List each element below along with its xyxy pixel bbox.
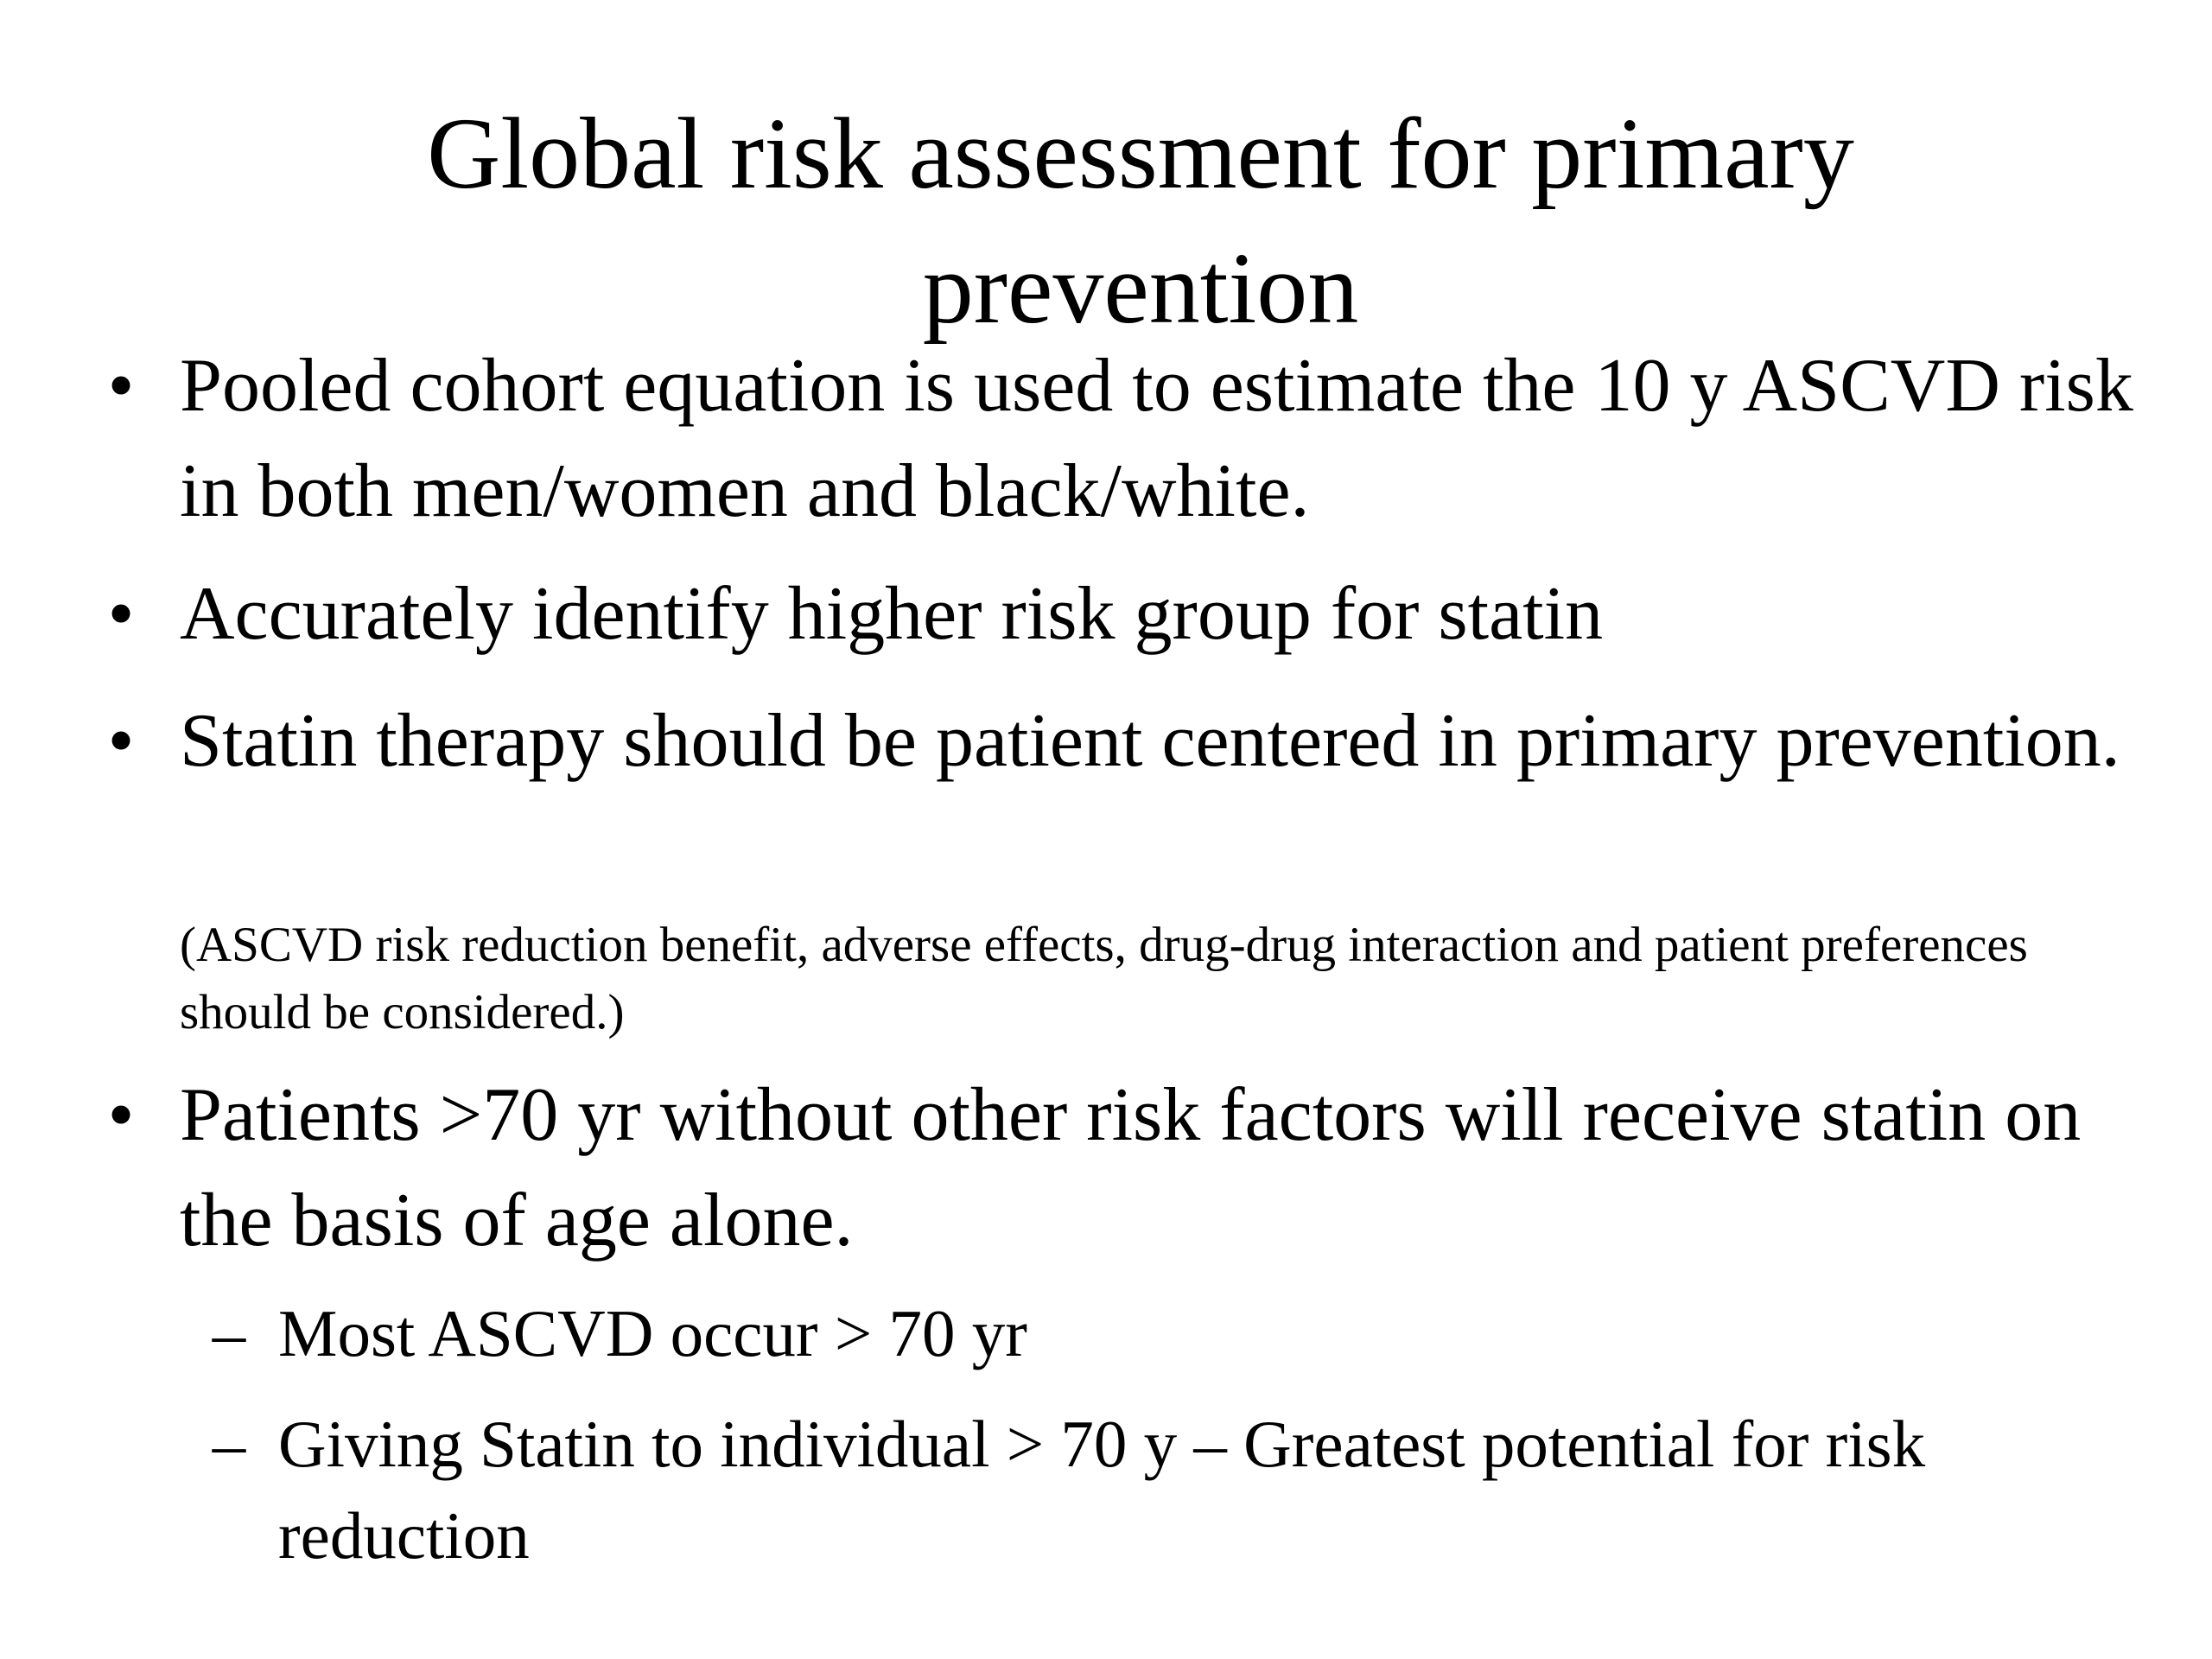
bullet-text: Statin therapy should be patient centered in primary prevention. [180,699,2120,783]
sub-bullet-marker: – [212,1296,246,1370]
bullet-note: (ASCVD risk reduction benefit, adverse effects, drug-drug interaction and patient preferences should be considered.) [180,918,2028,1039]
bullet-marker: • [107,1073,135,1157]
bullet-text: Patients >70 yr without other risk factors will receive statin on the basis of age alone. [180,1073,2082,1262]
slide-title: Global risk assessment for primary prevention [427,97,1854,345]
bullet-marker: • [107,572,135,656]
sub-bullet-text: Giving Statin to individual > 70 y – Greatest potential for risk reduction [278,1407,1926,1573]
bullet-marker: • [107,699,135,783]
bullet-marker: • [107,344,135,428]
sub-bullet-text: Most ASCVD occur > 70 yr [278,1296,1027,1370]
bullet-text: Pooled cohort equation is used to estimate the 10 y ASCVD risk in both men/women and black/white. [180,344,2133,533]
sub-bullet-marker: – [212,1407,246,1481]
bullet-text: Accurately identify higher risk group for statin [180,572,1604,656]
